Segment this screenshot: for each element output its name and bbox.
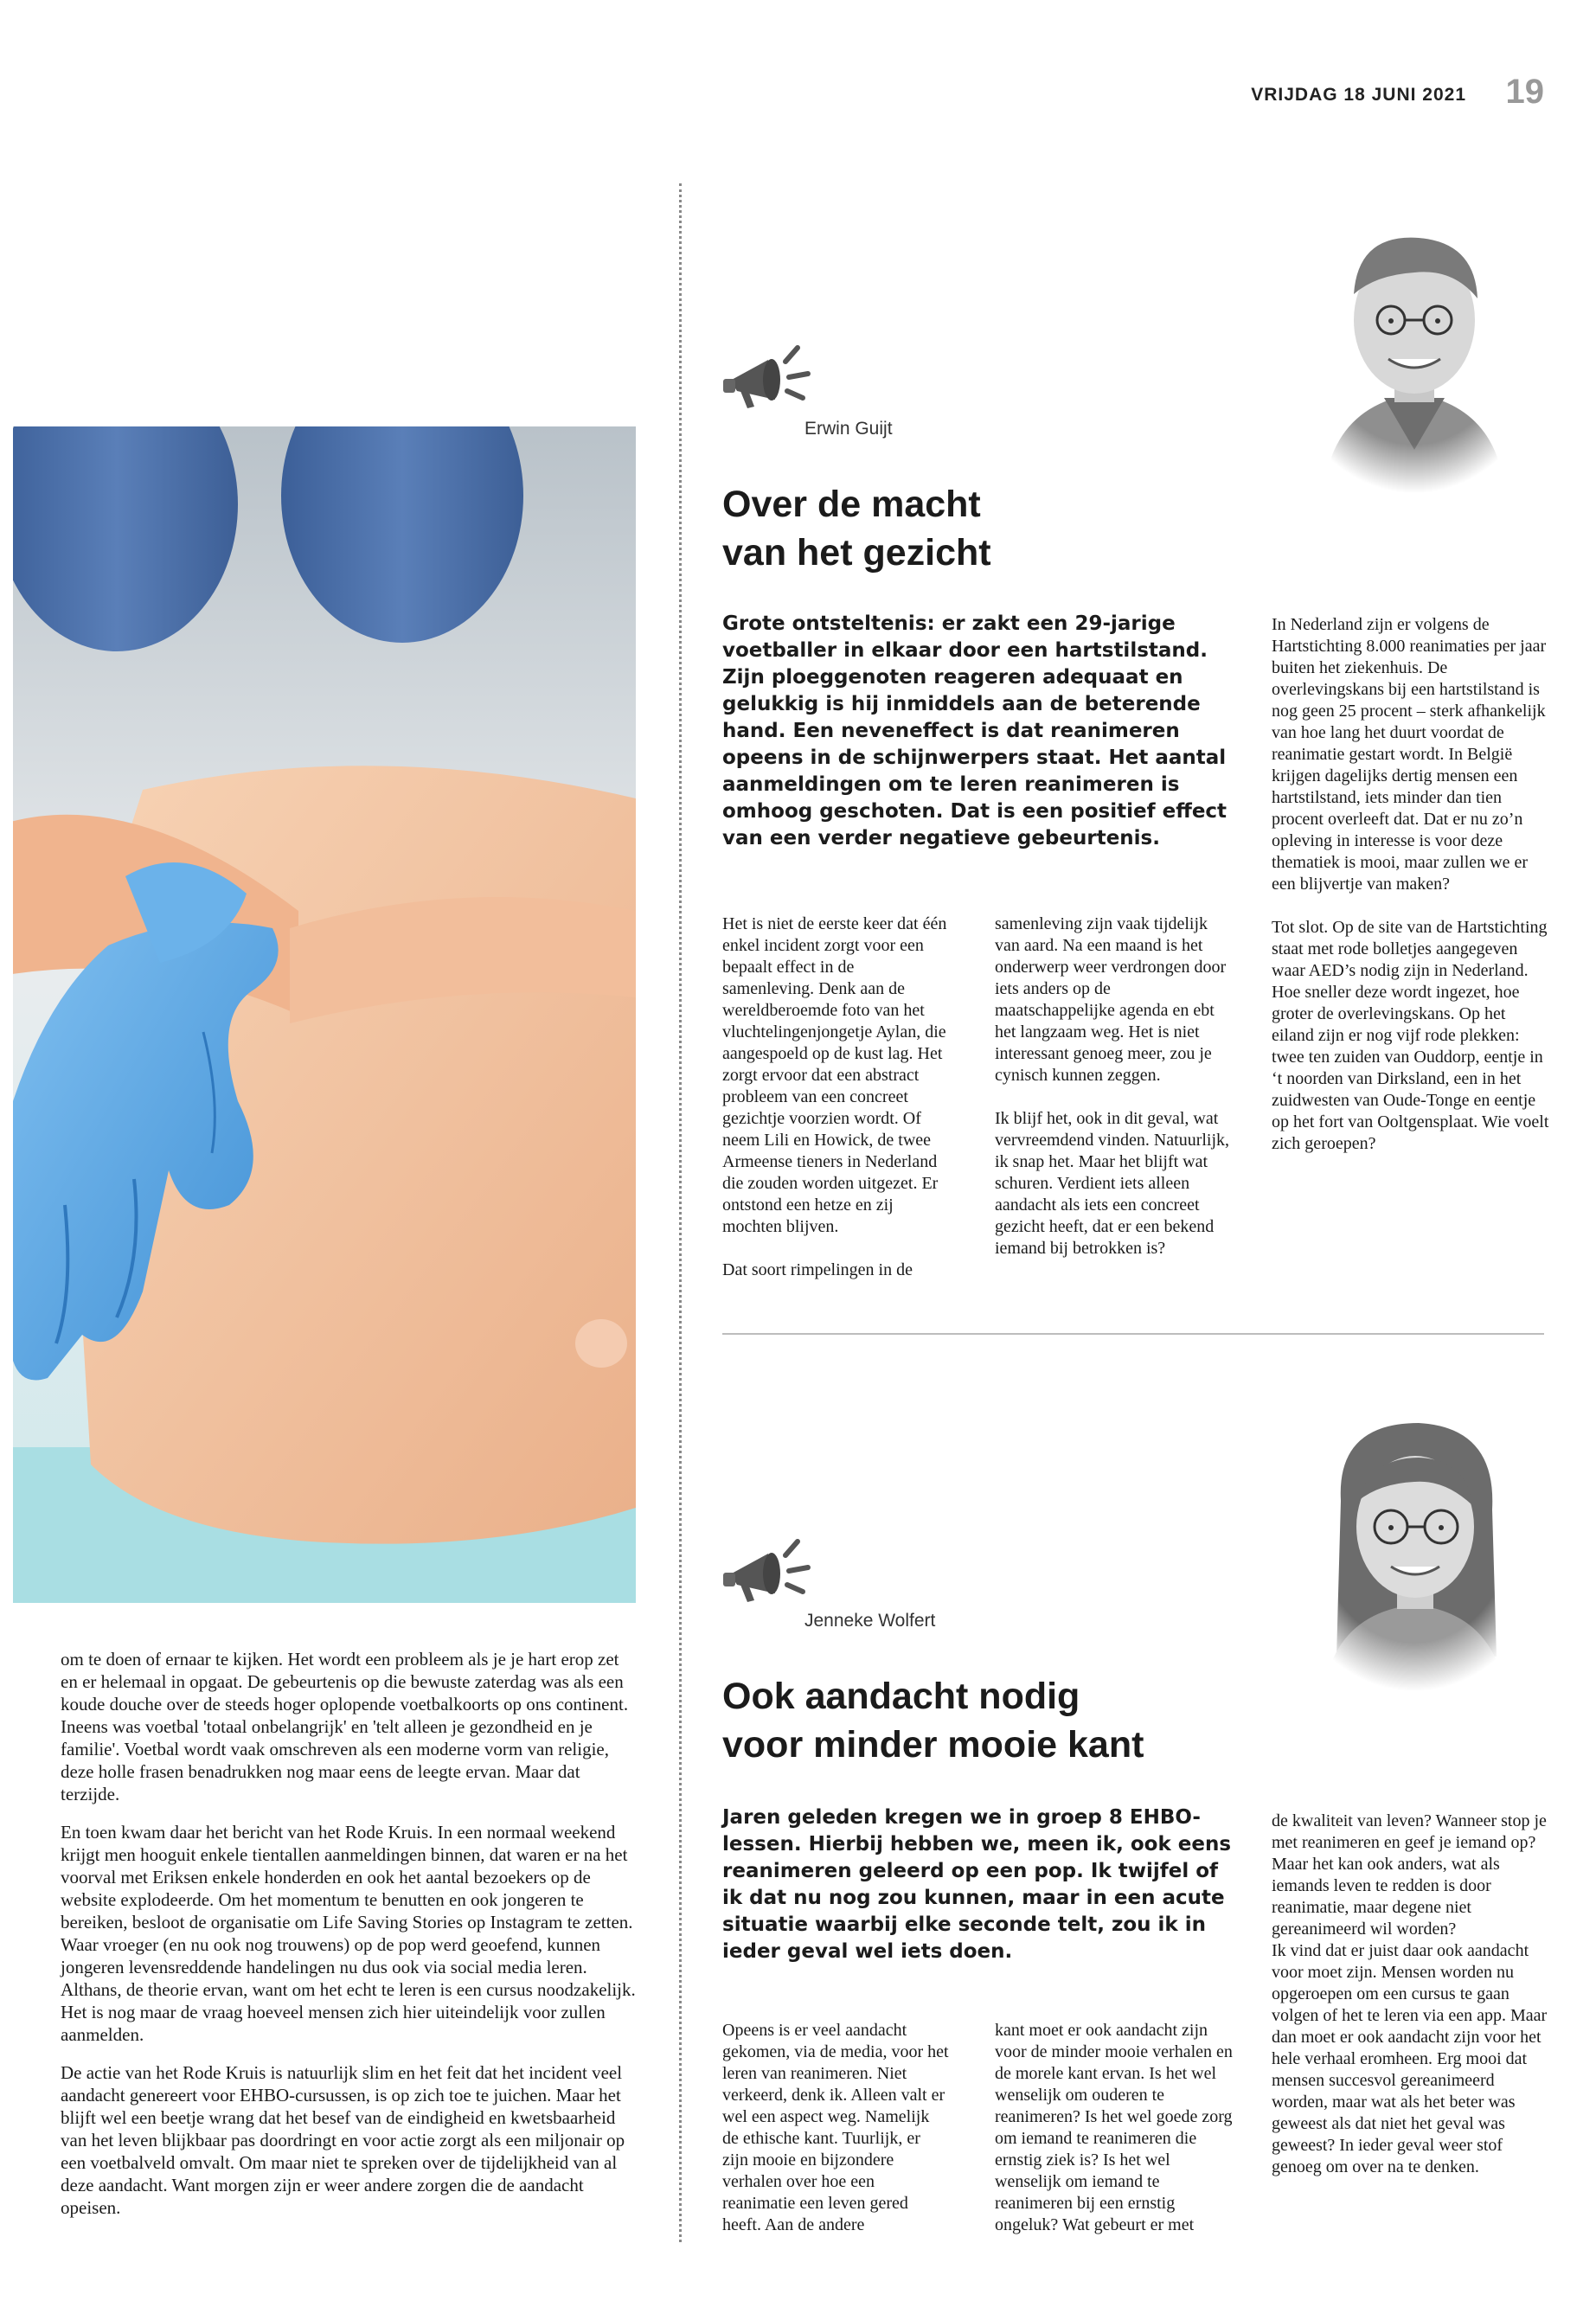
paragraph: kant moet er ook aandacht zijn voor de minder mooie verhalen en de morele kant ervan. Is het wel wenselijk om ouderen te reanimeren? Is het wel goede zorg om iemand te reanimeren die ernstig ziek is? Is het wel wenselijk om iemand te reanimeren bij een ernstig ongeluk? Wat gebeurt er met <box>995 2021 1233 2234</box>
portrait-erwin-guijt <box>1289 199 1540 493</box>
page-number: 19 <box>1505 73 1544 111</box>
paragraph: Dat soort rimpelingen in de <box>722 1260 913 1279</box>
article-column-3 <box>1272 1811 1550 2200</box>
article-column-1 <box>722 2020 949 2258</box>
headline-line: van het gezicht <box>722 532 991 574</box>
headline-line: Over de macht <box>722 484 981 525</box>
article-lead: Jaren geleden kregen we in groep 8 EHBO-lessen. Hierbij hebben we, meen ik, ook eens reanimeren geleerd op een pop. Ik twijfel of ik dat nu nog zou kunnen, maar in een acute situatie waarbij elke seconde telt, zou ik in ieder geval wel iets doen. <box>722 1806 1232 1963</box>
article-column-1 <box>722 913 949 1303</box>
paragraph: Het is niet de eerste keer dat één enkel incident zorgt voor een bepaalt effect in de samenleving. Denk aan de wereldberoemde foto van het vluchtelingenjongetje Aylan, die aangespoeld op de kust lag. Het zorgt ervoor dat een abstract probleem van een concreet gezichtje voorzien wordt. Of neem Lili en Howick, de twee Armeense tieners in Nederland die zouden worden uitgezet. Er ontstond een hetze en zij mochten blijven. <box>722 914 947 1236</box>
article-lead: Grote ontsteltenis: er zakt een 29-jarige voetballer in elkaar door een hartstilstand. Zijn ploeggenoten reageren adequaat en gelukkig is hij inmiddels aan de beterende hand. Een neveneffect is dat reanimeren opeens in de schijnwerpers staat. Het aantal aanmeldingen om te leren reanimeren is omhoog geschoten. Dat is een positief effect van een verder negatieve gebeurtenis. <box>722 612 1227 849</box>
paragraph: Tot slot. Op de site van de Hartstichting staat met rode bolletjes aangegeven waar AED’s nodig zijn in Nederland. Hoe sneller deze wordt ingezet, hoe groter de overlevingskans. Op het eiland zijn er nog vijf rode plekken: twee ten zuiden van Ouddorp, eentje in ‘t noorden van Dirksland, een in het zuidwesten van Oude-Tonge en eentje op het fort van Ooltgensplaat. Wie voelt zich geroepen? <box>1272 918 1549 1153</box>
article-divider <box>722 1333 1544 1335</box>
author-name: Erwin Guijt <box>804 419 893 439</box>
paragraph: In Nederland zijn er volgens de Hartstichting 8.000 reanimaties per jaar buiten het ziekenhuis. De overlevingskans bij een hartstilstand is nog geen 25 procent – sterk afhankelijk van hoe lang het duurt voordat de reanimatie gestart wordt. In België krijgen dagelijks dertig mensen een hartstilstand, iets minder dan tien procent overleeft dat. Dat er nu zo’n opleving in interesse is voor deze thematiek is mooi, maar zullen we er een blijvertje van maken? <box>1272 615 1547 894</box>
megaphone-icon <box>718 329 813 415</box>
paragraph: Ik vind dat er juist daar ook aandacht voor moet zijn. Mensen worden nu opgeroepen om een cursus te gaan volgen of het te leren via een app. Maar dan moet er ook aandacht zijn voor het hele verhaal eromheen. Erg mooi dat mensen succesvol gereanimeerd worden, maar wat als het beter was geweest als dat niet het geval was geweest? In ieder geval weer stof genoeg om over na te denken. <box>1272 1941 1548 2176</box>
article-headline <box>722 1672 1259 1769</box>
left-column-text <box>61 1648 636 2234</box>
portrait-jenneke-wolfert <box>1289 1397 1540 1691</box>
article-column-2 <box>995 913 1233 1281</box>
paragraph: de kwaliteit van leven? Wanneer stop je met reanimeren en geef je iemand op? Maar het kan ook anders, wat als iemands leven te redden is door reanimatie, maar degene niet gereanimeerd wil worden? <box>1272 1811 1547 1939</box>
article-column-3 <box>1272 614 1550 1176</box>
column-divider <box>679 183 682 2242</box>
cpr-training-photo <box>13 426 636 1603</box>
cpr-photo-illustration <box>13 426 636 1603</box>
paragraph: De actie van het Rode Kruis is natuurlijk slim en het feit dat het incident veel aandacht genereert voor EHBO-cursussen, is op zich toe te juichen. Maar het blijft wel een beetje wrang dat het besef van de eindigheid en kwetsbaarheid van het leven blijkbaar pas doordringt en voor actie zorgt als een miljonair op een voetbalveld omvalt. Om maar niet te spreken over de tijdelijkheid van al deze aandacht. Want morgen zijn er weer andere zorgen die de aandacht opeisen. <box>61 2062 625 2218</box>
paragraph: om te doen of ernaar te kijken. Het wordt een probleem als je je hart erop zet en er helemaal in opgaat. De gebeurtenis op die bewuste zaterdag was als een koude douche over de steeds hoger oplopende voetbalkoorts op ons continent. Ineens was voetbal 'totaal onbelangrijk' en 'telt alleen je gezondheid en je familie'. Voetbal wordt vaak omschreven als een moderne vorm van religie, deze holle frasen benadrukken nog maar eens de leegte ervan. Maar dat terzijde. <box>61 1649 629 1804</box>
paragraph: samenleving zijn vaak tijdelijk van aard. Na een maand is het onderwerp weer verdrongen door iets anders op de maatschappelijke agenda en ebt het langzaam weg. Het is niet interessant genoeg meer, zou je cynisch kunnen zeggen. <box>995 914 1227 1085</box>
issue-date: VRIJDAG 18 JUNI 2021 <box>1251 85 1466 105</box>
page-header <box>1198 73 1544 111</box>
headline-line: voor minder mooie kant <box>722 1724 1144 1766</box>
article-column-2 <box>995 2020 1233 2258</box>
paragraph: Ik blijf het, ook in dit geval, wat vervreemdend vinden. Natuurlijk, ik snap het. Maar het blijft wat schuren. Verdient iets alleen aandacht als iets een concreet gezicht heeft, dat er een bekend iemand bij betrokken is? <box>995 1109 1230 1258</box>
paragraph: Opeens is er veel aandacht gekomen, via de media, voor het leren van reanimeren. Niet verkeerd, denk ik. Alleen valt er wel een aspect weg. Namelijk de ethische kant. Tuurlijk, er zijn mooie en bijzondere verhalen over hoe een reanimatie een leven gered heeft. Aan de andere <box>722 2021 949 2234</box>
article-headline <box>722 480 1259 577</box>
megaphone-icon <box>718 1522 813 1609</box>
headline-line: Ook aandacht nodig <box>722 1676 1080 1717</box>
paragraph: En toen kwam daar het bericht van het Rode Kruis. In een normaal weekend krijgt men hooguit enkele tientallen aanmeldingen binnen, dat waren er na het voorval met Eriksen enkele honderden en ook het aantal bezoekers op de website explodeerde. Om het momentum te benutten en ook jongeren te bereiken, besloot de organisatie om Life Saving Stories op Instagram te zetten. Waar vroeger (en nu ook nog trouwens) op de pop werd geoefend, kunnen jongeren levensreddende handelingen nu dus ook via social media leren. Althans, de theorie ervan, want om het echt te leren is een cursus noodzakelijk. Het is nog maar de vraag hoeveel mensen zich hier uiteindelijk voor zullen aanmelden. <box>61 1822 636 2045</box>
author-name: Jenneke Wolfert <box>804 1611 936 1631</box>
